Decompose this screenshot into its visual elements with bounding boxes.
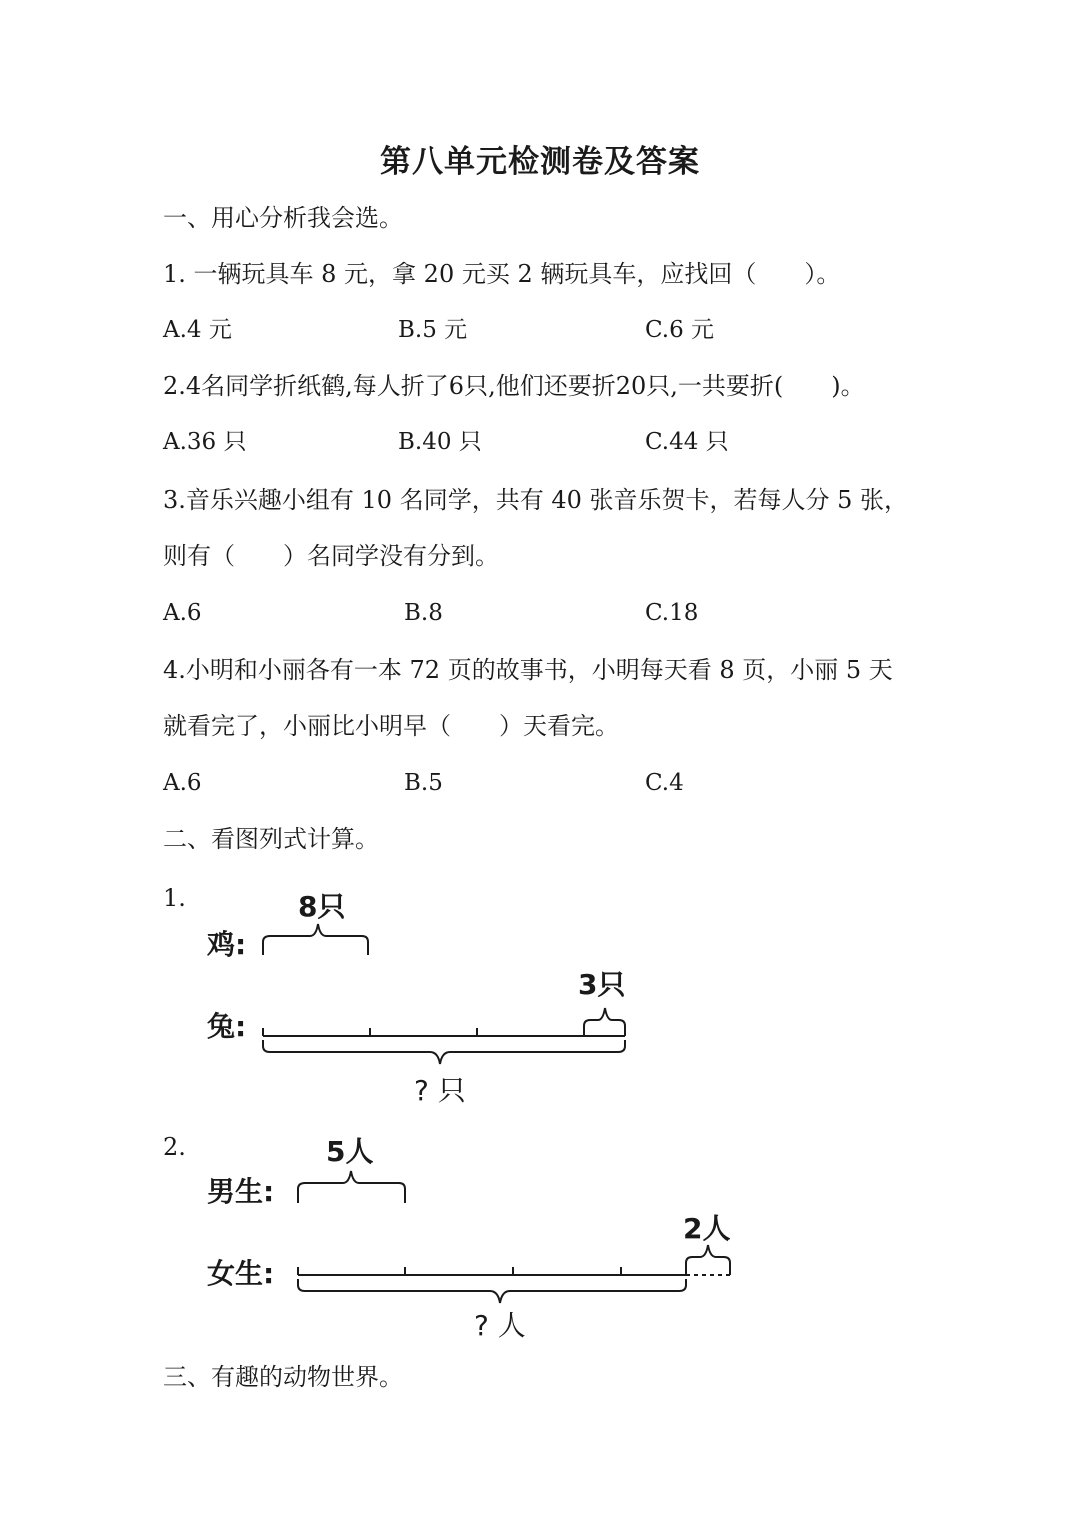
question-4-line-2: 就看完了，小丽比小明早（ ）天看完。 <box>163 712 619 740</box>
diagram-1-row2-extra: 3只 <box>578 968 626 1001</box>
question-4-line-1: 4.小明和小丽各有一本 72 页的故事书，小明每天看 8 页，小丽 5 天 <box>163 656 893 684</box>
diagram-1-row1-value: 8只 <box>298 890 346 923</box>
q1-option-b: B.5 元 <box>398 317 468 343</box>
diagram-2-extra-brace <box>686 1245 730 1275</box>
q1-option-c: C.6 元 <box>645 317 715 343</box>
question-3-line-2: 则有（ ）名同学没有分到。 <box>163 542 499 570</box>
q4-option-c: C.4 <box>645 770 684 796</box>
q2-option-c: C.44 只 <box>645 429 729 455</box>
q3-option-a: A.6 <box>163 600 202 626</box>
diagram-1 <box>0 880 1080 1120</box>
q3-option-b: B.8 <box>404 600 443 626</box>
diagram-2-row2-extra: 2人 <box>683 1212 731 1245</box>
q4-option-b: B.5 <box>404 770 443 796</box>
section-heading-2: 二、看图列式计算。 <box>163 825 379 853</box>
diagram-1-chicken-brace <box>263 924 368 955</box>
diagram-1-extra-brace <box>584 1008 625 1036</box>
diagram-2-boys-brace <box>298 1171 405 1203</box>
diagram-1-total-brace <box>263 1040 625 1064</box>
diagram-2-total-brace <box>298 1279 686 1303</box>
diagram-1-row2-label: 兔: <box>207 1010 247 1043</box>
section-heading-1: 一、用心分析我会选。 <box>163 204 403 232</box>
diagram-2-row1-label: 男生: <box>207 1175 275 1208</box>
q2-option-b: B.40 只 <box>398 429 482 455</box>
q1-option-a: A.4 元 <box>163 317 232 343</box>
question-2: 2.4名同学折纸鹤,每人折了6只,他们还要折20只,一共要折( )。 <box>163 372 865 400</box>
q4-option-a: A.6 <box>163 770 202 796</box>
diagram-2-total: ? 人 <box>474 1309 526 1342</box>
diagram-1-number: 1. <box>163 884 186 912</box>
diagram-2 <box>0 1125 1080 1350</box>
page-title: 第八单元检测卷及答案 <box>380 144 700 180</box>
q2-option-a: A.36 只 <box>163 429 247 455</box>
diagram-2-row2-label: 女生: <box>207 1257 275 1290</box>
diagram-2-number: 2. <box>163 1133 186 1161</box>
section-heading-3: 三、有趣的动物世界。 <box>163 1363 403 1391</box>
diagram-2-row1-value: 5人 <box>326 1135 374 1168</box>
diagram-1-total: ? 只 <box>414 1074 466 1107</box>
question-3-line-1: 3.音乐兴趣小组有 10 名同学，共有 40 张音乐贺卡，若每人分 5 张， <box>163 486 909 514</box>
q3-option-c: C.18 <box>645 600 699 626</box>
diagram-1-row1-label: 鸡: <box>207 928 247 961</box>
question-1: 1. 一辆玩具车 8 元，拿 20 元买 2 辆玩具车，应找回（ ）。 <box>163 260 841 288</box>
